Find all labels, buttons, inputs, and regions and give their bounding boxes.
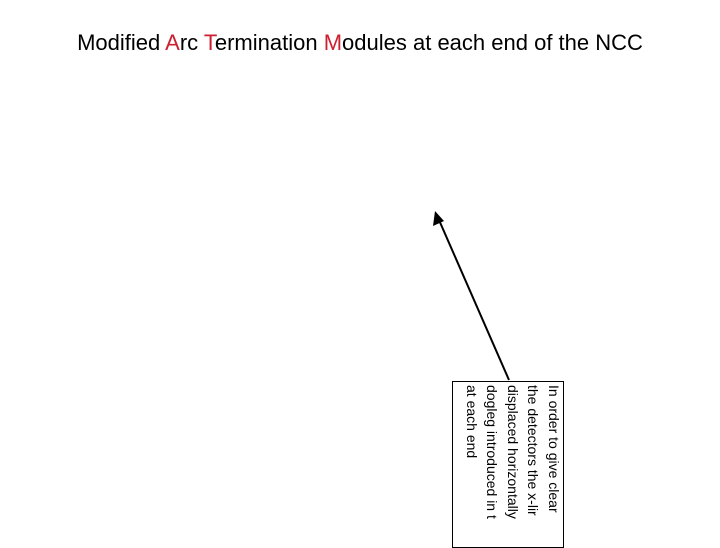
title-part: odules at each end of the NCC xyxy=(342,30,643,55)
callout-line: displaced horizontally xyxy=(505,385,521,519)
title-part: ermination xyxy=(214,30,324,55)
callout-text xyxy=(459,385,562,548)
title-accent-letter: A xyxy=(165,30,180,55)
slide-title xyxy=(0,30,720,56)
callout-line: the detectors the x-lir xyxy=(525,385,542,516)
callout-box xyxy=(452,381,564,548)
title-part: rc xyxy=(179,30,204,55)
callout-arrowhead xyxy=(433,211,444,226)
callout-line: dogleg introduced in t xyxy=(484,385,501,519)
callout-line: at each end xyxy=(464,385,480,459)
title-part: Modified xyxy=(77,30,166,55)
callout-arrow-line xyxy=(439,220,509,380)
callout-line: In order to give clear xyxy=(546,385,562,513)
title-accent-letter: T xyxy=(203,30,215,55)
title-accent-letter: M xyxy=(323,30,343,55)
